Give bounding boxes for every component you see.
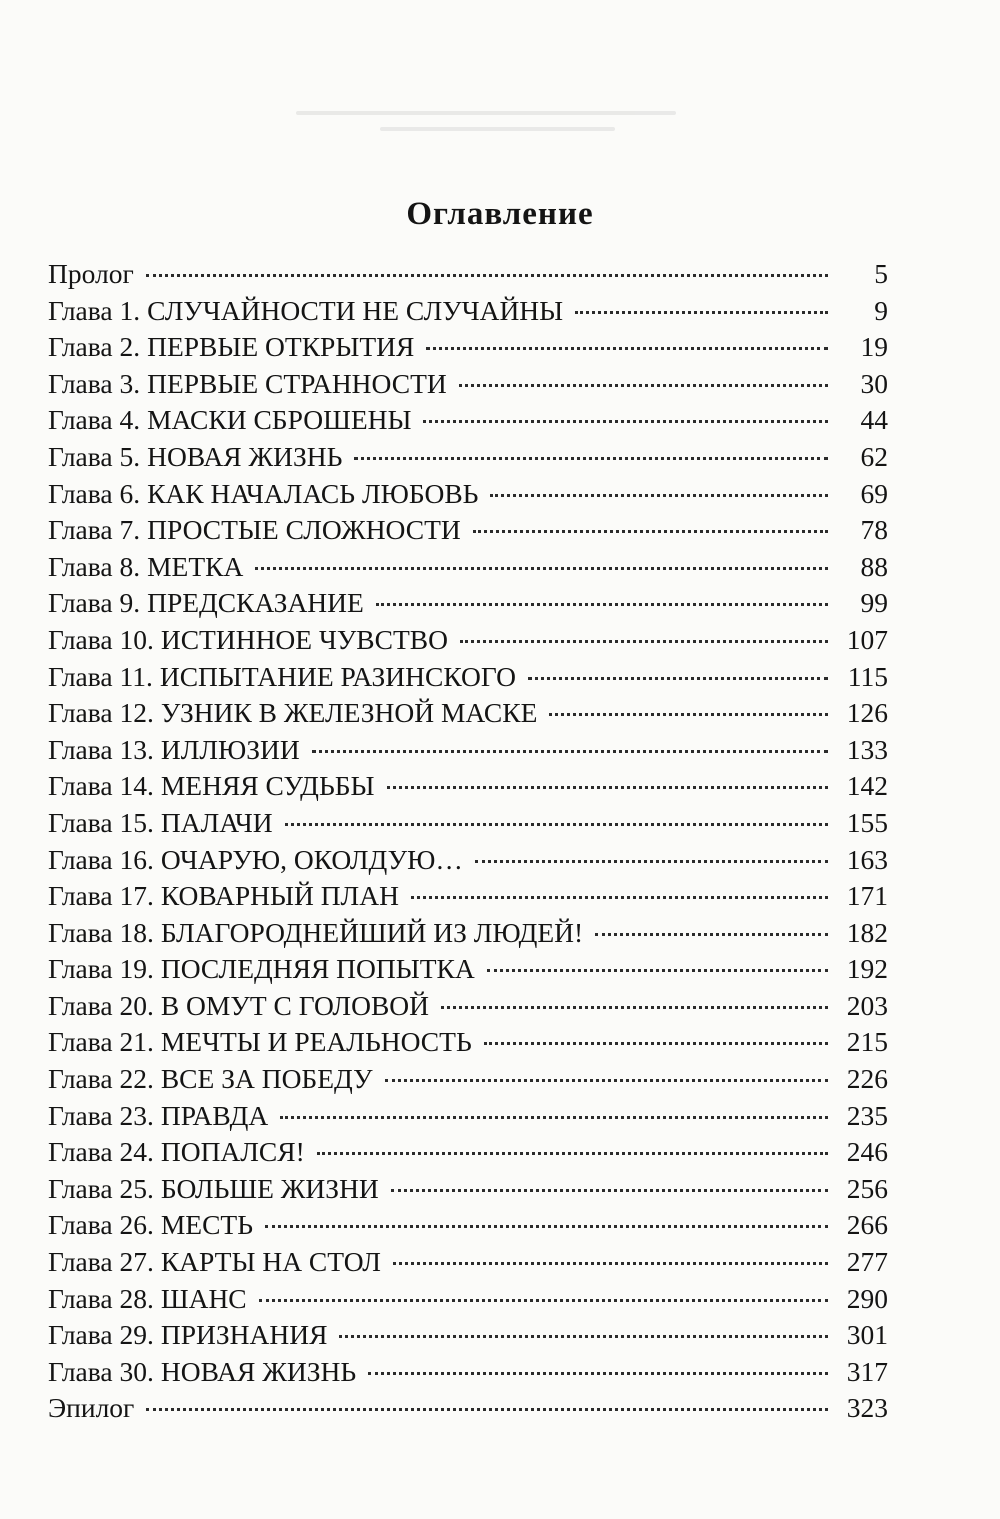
chapter-title: КАК НАЧАЛАСЬ ЛЮБОВЬ [147, 477, 479, 509]
chapter-title: ИСПЫТАНИЕ РАЗИНСКОГО [159, 660, 516, 692]
dot-leader [368, 1372, 828, 1375]
chapter-title: ПРЕДСКАЗАНИЕ [147, 587, 364, 619]
chapter-title: ПОСЛЕДНЯЯ ПОПЫТКА [160, 953, 475, 985]
page-number: 155 [846, 806, 888, 838]
toc-entry [48, 1244, 888, 1281]
chapter-title: СЛУЧАЙНОСТИ НЕ СЛУЧАЙНЫ [147, 294, 564, 326]
chapter-number: Глава 2. [48, 331, 141, 363]
chapter-title: ПАЛАЧИ [160, 806, 273, 838]
dot-leader [393, 1262, 828, 1265]
chapter-number: Глава 30. [48, 1355, 154, 1387]
dot-leader [280, 1116, 828, 1119]
chapter-title: МЕНЯЯ СУДЬБЫ [160, 770, 375, 802]
dot-leader [387, 786, 828, 789]
chapter-title: ПОПАЛСЯ! [160, 1136, 305, 1168]
page-number: 226 [846, 1063, 888, 1095]
page-number: 277 [846, 1246, 888, 1278]
dot-leader [595, 933, 828, 936]
dot-leader [265, 1225, 828, 1228]
chapter-title: ОЧАРУЮ, ОКОЛДУЮ… [160, 843, 463, 875]
page-number: 69 [860, 477, 888, 509]
toc-entry [48, 1354, 888, 1391]
chapter-title: Эпилог [48, 1392, 135, 1424]
page-number: 99 [860, 587, 888, 619]
page-number: 30 [860, 367, 888, 399]
page-number: 142 [846, 770, 888, 802]
chapter-number: Глава 1. [48, 294, 141, 326]
page-number: 126 [846, 697, 888, 729]
chapter-title: КОВАРНЫЙ ПЛАН [160, 880, 399, 912]
toc-entry [48, 622, 888, 659]
chapter-number: Глава 29. [48, 1319, 154, 1351]
page-number: 171 [846, 880, 888, 912]
chapter-number: Глава 21. [48, 1026, 154, 1058]
chapter-title: МЕТКА [147, 550, 244, 582]
dot-leader [426, 347, 828, 350]
page-number: 88 [860, 550, 888, 582]
page-title: Оглавление [406, 196, 594, 233]
chapter-title: МАСКИ СБРОШЕНЫ [147, 404, 412, 436]
dot-leader [255, 567, 828, 570]
page-number: 266 [846, 1209, 888, 1241]
chapter-number: Глава 3. [48, 367, 141, 399]
chapter-number: Глава 5. [48, 440, 141, 472]
dot-leader [475, 860, 828, 863]
chapter-title: ШАНС [160, 1282, 247, 1314]
dot-leader [423, 420, 828, 423]
toc-entry [48, 1098, 888, 1135]
dot-leader [549, 713, 828, 716]
toc-entry [48, 293, 888, 330]
toc-entry [48, 842, 888, 879]
chapter-title: Пролог [48, 258, 134, 289]
chapter-title: КАРТЫ НА СТОЛ [160, 1246, 381, 1278]
show-through-line [380, 127, 616, 131]
page-number: 62 [860, 440, 888, 472]
toc-entry [48, 1134, 888, 1171]
dot-leader [528, 677, 828, 680]
page-number: 215 [846, 1026, 888, 1058]
toc-entry [48, 1171, 888, 1208]
page-number: 163 [846, 843, 888, 875]
toc-entry [48, 951, 888, 988]
chapter-number: Глава 17. [48, 880, 154, 912]
chapter-number: Глава 26. [48, 1209, 154, 1241]
toc-entry [48, 366, 888, 403]
toc-entry [48, 1281, 888, 1318]
chapter-title: МЕСТЬ [160, 1209, 254, 1241]
toc-entry [48, 329, 888, 366]
page-number: 78 [860, 514, 888, 546]
chapter-title: ИСТИННОЕ ЧУВСТВО [160, 623, 448, 655]
dot-leader [312, 750, 828, 753]
chapter-number: Глава 28. [48, 1282, 154, 1314]
chapter-number: Глава 22. [48, 1063, 154, 1095]
page-number: 203 [846, 989, 888, 1021]
dot-leader [441, 1006, 828, 1009]
page-number: 182 [846, 916, 888, 948]
toc-entry [48, 878, 888, 915]
dot-leader [146, 274, 828, 277]
toc-entry [48, 476, 888, 513]
page-number: 5 [874, 258, 888, 289]
chapter-number: Глава 11. [48, 660, 153, 692]
page-number: 301 [846, 1319, 888, 1351]
chapter-title: ПРИЗНАНИЯ [160, 1319, 328, 1351]
dot-leader [376, 603, 828, 606]
table-of-contents [48, 256, 888, 1427]
toc-entry [48, 1024, 888, 1061]
page-number: 133 [846, 733, 888, 765]
dot-leader [391, 1189, 828, 1192]
toc-entry [48, 512, 888, 549]
toc-entry [48, 768, 888, 805]
dot-leader [575, 311, 828, 314]
chapter-title: БЛАГОРОДНЕЙШИЙ ИЗ ЛЮДЕЙ! [160, 916, 584, 948]
dot-leader [460, 640, 828, 643]
chapter-title: НОВАЯ ЖИЗНЬ [147, 440, 343, 472]
toc-entry [48, 1317, 888, 1354]
toc-entry [48, 585, 888, 622]
dot-leader [259, 1299, 828, 1302]
toc-entry [48, 732, 888, 769]
dot-leader [411, 896, 828, 899]
page-number: 19 [860, 331, 888, 363]
chapter-title: В ОМУТ С ГОЛОВОЙ [160, 989, 430, 1021]
dot-leader [484, 1042, 828, 1045]
chapter-number: Глава 13. [48, 733, 154, 765]
dot-leader [317, 1152, 828, 1155]
show-through-line [296, 111, 676, 115]
page-number: 44 [860, 404, 888, 436]
chapter-number: Глава 9. [48, 587, 141, 619]
dot-leader [385, 1079, 828, 1082]
chapter-title: ИЛЛЮЗИИ [160, 733, 300, 765]
dot-leader [487, 969, 828, 972]
chapter-title: ПЕРВЫЕ СТРАННОСТИ [147, 367, 447, 399]
chapter-title: УЗНИК В ЖЕЛЕЗНОЙ МАСКЕ [160, 697, 538, 729]
toc-entry [48, 402, 888, 439]
chapter-title: ПРАВДА [160, 1099, 269, 1131]
toc-entry [48, 915, 888, 952]
chapter-number: Глава 14. [48, 770, 154, 802]
page-number: 107 [846, 623, 888, 655]
chapter-title: МЕЧТЫ И РЕАЛЬНОСТЬ [160, 1026, 472, 1058]
toc-entry [48, 805, 888, 842]
chapter-number: Глава 23. [48, 1099, 154, 1131]
dot-leader [473, 530, 828, 533]
chapter-number: Глава 18. [48, 916, 154, 948]
toc-entry [48, 695, 888, 732]
toc-entry [48, 1207, 888, 1244]
dot-leader [146, 1408, 828, 1411]
dot-leader [490, 494, 828, 497]
chapter-number: Глава 7. [48, 514, 141, 546]
chapter-number: Глава 24. [48, 1136, 154, 1168]
chapter-number: Глава 12. [48, 697, 154, 729]
chapter-number: Глава 16. [48, 843, 154, 875]
toc-entry [48, 988, 888, 1025]
page-number: 246 [846, 1136, 888, 1168]
chapter-title: ПРОСТЫЕ СЛОЖНОСТИ [147, 514, 461, 546]
chapter-number: Глава 25. [48, 1172, 154, 1204]
page-number: 115 [847, 660, 888, 692]
dot-leader [339, 1335, 828, 1338]
page-number: 192 [846, 953, 888, 985]
chapter-title: БОЛЬШЕ ЖИЗНИ [160, 1172, 379, 1204]
chapter-number: Глава 6. [48, 477, 141, 509]
toc-entry [48, 1061, 888, 1098]
dot-leader [354, 457, 828, 460]
dot-leader [285, 823, 828, 826]
chapter-number: Глава 10. [48, 623, 154, 655]
chapter-number: Глава 15. [48, 806, 154, 838]
toc-entry [48, 439, 888, 476]
chapter-number: Глава 27. [48, 1246, 154, 1278]
toc-entry [48, 256, 888, 293]
page-number: 235 [846, 1099, 888, 1131]
page-number: 317 [846, 1355, 888, 1387]
chapter-number: Глава 8. [48, 550, 141, 582]
chapter-number: Глава 19. [48, 953, 154, 985]
chapter-number: Глава 4. [48, 404, 141, 436]
toc-entry [48, 549, 888, 586]
page-number: 323 [846, 1392, 888, 1424]
toc-entry [48, 659, 888, 696]
page-number: 256 [846, 1172, 888, 1204]
chapter-title: ВСЕ ЗА ПОБЕДУ [160, 1063, 373, 1095]
dot-leader [459, 384, 828, 387]
chapter-number: Глава 20. [48, 989, 154, 1021]
page-number: 290 [846, 1282, 888, 1314]
toc-entry [48, 1390, 888, 1427]
chapter-title: ПЕРВЫЕ ОТКРЫТИЯ [147, 331, 415, 363]
show-through-text [296, 111, 676, 149]
chapter-title: НОВАЯ ЖИЗНЬ [160, 1355, 357, 1387]
page-number: 9 [874, 294, 888, 326]
